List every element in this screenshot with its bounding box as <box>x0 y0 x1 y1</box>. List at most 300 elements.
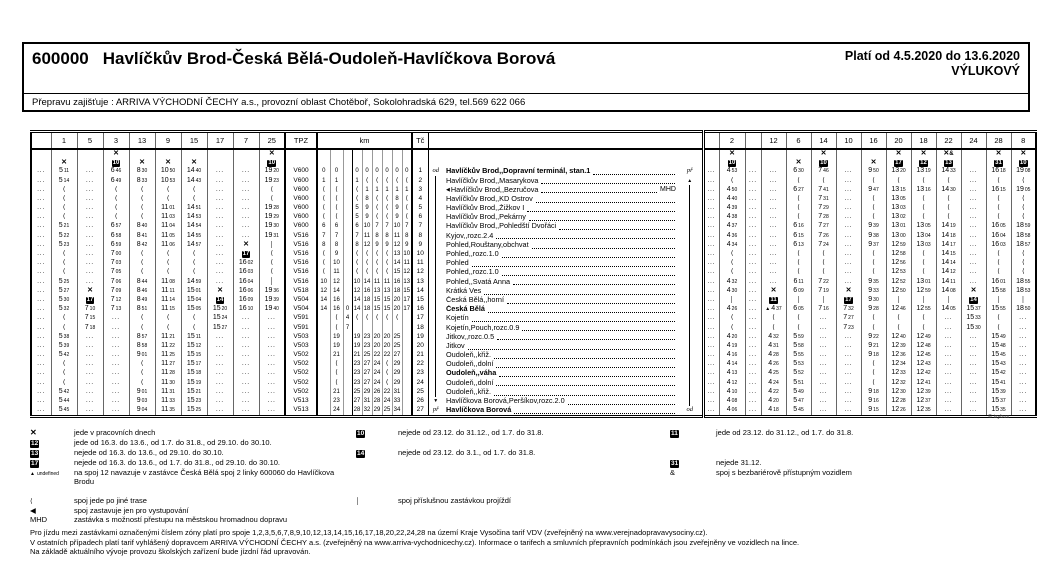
time-cell: 1111 <box>155 286 181 295</box>
tpz-cell: V502 <box>285 369 317 378</box>
direction-marker-cell <box>678 204 703 213</box>
station-name: Kojetín <box>443 314 678 323</box>
km-cell: 9 <box>382 241 392 250</box>
time-cell: ⟨ <box>786 195 811 204</box>
time-cell: ... <box>37 287 46 294</box>
time-cell: ... <box>745 185 761 194</box>
time-cell: ... <box>207 268 233 277</box>
time-cell: ... <box>836 204 861 213</box>
time-cell: 511 <box>51 167 77 176</box>
dotted-leader <box>514 407 675 414</box>
time-cell: 922 <box>861 332 886 341</box>
time-cell: ⟨ <box>886 176 911 185</box>
time-cell: ... <box>936 406 961 417</box>
km-cell: 14 <box>330 286 343 295</box>
time-cell: ... <box>745 406 761 417</box>
time-cell: 1609 <box>233 296 259 305</box>
time-cell: 1604 <box>986 231 1011 240</box>
km-cell: 22 <box>373 352 381 359</box>
time-cell: 716 <box>811 305 836 314</box>
time-cell: ... <box>233 167 259 176</box>
time-cell: ... <box>103 360 129 369</box>
copyright: © isybus <box>988 414 1010 420</box>
time-cell: 1237 <box>911 397 936 406</box>
time-cell: 715 <box>77 314 103 323</box>
time-cell: ... <box>745 167 761 176</box>
time-cell: ⟨ <box>861 195 886 204</box>
note-symbol-cell: ✕ <box>911 149 936 159</box>
km-cell: 7 <box>330 231 343 240</box>
time-cell: ⟨ <box>259 268 285 277</box>
km-cell: ⟨ <box>352 185 362 194</box>
time-cell: 558 <box>786 342 811 351</box>
time-cell: ⟨ <box>911 314 936 323</box>
tc-cell: 24 <box>412 378 428 387</box>
station-row <box>31 351 1036 360</box>
time-cell: ... <box>703 342 719 351</box>
tpz-cell: V504 <box>285 296 317 305</box>
time-cell: ... <box>207 195 233 204</box>
km-cell <box>372 149 382 159</box>
time-cell: 1603 <box>986 241 1011 250</box>
time-cell: ... <box>761 167 786 176</box>
km-cell: 13 <box>393 251 401 258</box>
station-name: Havlíčkova Borová <box>443 406 678 415</box>
time-cell: ... <box>745 314 761 323</box>
note-symbol-cell <box>703 149 719 159</box>
km-cell: ⟨ <box>402 176 412 185</box>
route-number: 600000 <box>32 49 89 68</box>
time-cell: ... <box>77 369 103 378</box>
time-cell: ⟨ <box>811 176 836 185</box>
station-name: Kyjov,,rozc.2.4 <box>443 231 678 240</box>
time-cell: │ <box>936 296 961 305</box>
time-cell: ... <box>233 369 259 378</box>
time-cell: ... <box>207 360 233 369</box>
time-cell: ⟨ <box>936 204 961 213</box>
km-cell <box>402 406 412 417</box>
time-cell: ... <box>961 241 986 250</box>
time-cell: ⟨ <box>155 185 181 194</box>
time-cell: ... <box>207 342 233 351</box>
station-cell <box>443 397 678 406</box>
time-cell: ... <box>1011 332 1036 341</box>
time-cell: ⟨ <box>719 268 745 277</box>
time-cell: ... <box>745 213 761 222</box>
note-symbol-cell: 17 <box>886 159 911 168</box>
direction-marker-cell <box>678 360 703 369</box>
km-cell: ⟨ <box>372 176 382 185</box>
time-cell: 17 <box>233 250 259 259</box>
station-row <box>31 176 1036 185</box>
station-cell <box>443 213 678 222</box>
km-cell: 4 <box>343 314 352 323</box>
tc-cell: 4 <box>412 195 428 204</box>
legend-symbol: 14 <box>357 450 365 457</box>
time-cell: ... <box>703 231 719 240</box>
direction-marker-cell: př <box>686 167 693 175</box>
time-cell: 1541 <box>986 378 1011 387</box>
km-cell <box>343 195 352 204</box>
time-cell: ⟨ <box>181 195 207 204</box>
time-cell: 709 <box>103 286 129 295</box>
tc-cell: 7 <box>412 222 428 231</box>
time-cell: 1524 <box>207 314 233 323</box>
column-number: 12 <box>761 132 786 150</box>
time-cell: ✕ <box>207 286 233 295</box>
time-cell: ... <box>745 296 761 305</box>
time-cell: ... <box>961 369 986 378</box>
time-cell: ⟨ <box>786 259 811 268</box>
dotted-leader <box>499 370 675 377</box>
station-row <box>31 195 1036 204</box>
km-cell <box>402 149 412 159</box>
dotted-leader <box>559 223 675 230</box>
km-cell <box>330 149 343 159</box>
time-cell: ⟨ <box>861 314 886 323</box>
tc-cell: 1 <box>412 167 428 176</box>
station-row <box>31 259 1036 268</box>
time-cell: 1133 <box>155 397 181 406</box>
note-symbol-cell: 12 <box>911 159 936 168</box>
time-cell: ... <box>37 223 46 230</box>
time-cell: ... <box>207 351 233 360</box>
time-cell: 726 <box>811 231 836 240</box>
time-cell: │ <box>986 296 1011 305</box>
time-cell: 703 <box>103 259 129 268</box>
time-cell: ... <box>103 369 129 378</box>
time-cell: ... <box>761 268 786 277</box>
column-number: 6 <box>786 132 811 150</box>
time-cell: ... <box>77 241 103 250</box>
time-cell: ... <box>703 351 719 360</box>
time-cell: 700 <box>103 250 129 259</box>
km-cell: 16 <box>393 278 401 285</box>
km-cell: ⟨ <box>352 268 362 277</box>
time-cell: 412 <box>719 378 745 387</box>
time-cell: 1853 <box>1011 286 1036 295</box>
km-cell: 23 <box>353 361 361 368</box>
time-cell: ... <box>1011 406 1036 417</box>
time-cell: 705 <box>103 268 129 277</box>
station-cell <box>443 332 678 341</box>
km-cell: 19 <box>353 342 361 349</box>
note-symbol-cell <box>77 159 103 168</box>
time-cell: 1850 <box>1011 305 1036 314</box>
time-cell: ... <box>77 268 103 277</box>
station-cell <box>443 323 678 332</box>
time-cell: ⟨ <box>129 314 155 323</box>
legend-row <box>30 438 1032 448</box>
station-cell <box>443 388 678 397</box>
km-cell: ⟨ <box>317 213 330 222</box>
km-cell <box>343 185 352 194</box>
legend-row <box>30 506 1032 515</box>
time-cell: ... <box>836 259 861 268</box>
time-cell: 413 <box>719 369 745 378</box>
marker-header <box>678 132 703 150</box>
km-cell: ⟨ <box>372 250 382 259</box>
time-cell: ... <box>745 222 761 231</box>
km-cell: 19 <box>353 333 361 340</box>
time-cell: ... <box>761 241 786 250</box>
time-cell: ... <box>961 378 986 387</box>
time-cell: ⟨ <box>51 213 77 222</box>
km-cell <box>343 360 352 369</box>
time-cell: 1457 <box>181 241 207 250</box>
note-symbol-cell: 31 <box>986 159 1011 168</box>
km-cell <box>343 378 352 387</box>
note-symbol-cell <box>155 149 181 159</box>
note-symbol-cell: ✕ <box>51 159 77 168</box>
time-cell: 1615 <box>986 185 1011 194</box>
time-cell: ⟨ <box>911 323 936 332</box>
time-cell: ⟨ <box>103 195 129 204</box>
km-cell: 17 <box>403 296 411 303</box>
marker-cell <box>678 159 703 168</box>
time-cell: 1929 <box>259 213 285 222</box>
km-cell <box>372 323 382 332</box>
time-cell: ... <box>103 388 129 397</box>
time-cell: ... <box>811 332 836 341</box>
time-cell: ... <box>811 406 836 417</box>
time-cell: ⟨ <box>986 176 1011 185</box>
legend-text: spoj s bezbariérově přístupným vozidlem <box>716 468 852 477</box>
time-cell: ... <box>233 213 259 222</box>
time-cell: 1548 <box>986 342 1011 351</box>
time-cell: ⟨ <box>51 185 77 194</box>
tpz-cell: V503 <box>285 342 317 351</box>
direction-marker-cell <box>428 296 443 305</box>
time-cell: 1259 <box>886 241 911 250</box>
time-cell: ... <box>836 332 861 341</box>
time-cell: ... <box>1011 388 1036 397</box>
km-cell: ⟨ <box>382 369 392 378</box>
tpz-cell: V516 <box>285 231 317 240</box>
dotted-leader <box>494 352 675 359</box>
time-cell: 1931 <box>259 231 285 240</box>
time-cell: 1517 <box>181 360 207 369</box>
km-cell: 8 <box>382 231 392 240</box>
time-cell: 904 <box>129 406 155 417</box>
time-cell: ... <box>103 332 129 341</box>
time-cell: 1228 <box>886 397 911 406</box>
time-cell: ... <box>207 204 233 213</box>
time-cell: ⟨ <box>986 213 1011 222</box>
time-cell: ... <box>745 268 761 277</box>
station-name: Havlíčkův Brod,,Masarykova <box>443 176 678 185</box>
note-symbol-cell <box>181 149 207 159</box>
time-cell: 419 <box>719 342 745 351</box>
time-cell: 1104 <box>155 222 181 231</box>
time-cell: 514 <box>51 176 77 185</box>
time-cell: 559 <box>786 332 811 341</box>
km-cell: 25 <box>353 388 361 395</box>
note-symbol-cell <box>703 159 719 168</box>
km-cell: ⟨ <box>330 185 343 194</box>
time-cell: ✕ <box>836 286 861 295</box>
time-cell: ... <box>761 250 786 259</box>
time-cell: ... <box>233 314 259 323</box>
station-cell <box>443 241 678 250</box>
tc-cell: 3 <box>412 185 428 194</box>
dotted-leader <box>497 333 675 340</box>
station-name: Oudoleň,,dolní <box>443 378 678 387</box>
time-cell: 522 <box>51 231 77 240</box>
time-cell: ... <box>1011 360 1036 369</box>
km-cell: 0 <box>392 167 402 176</box>
time-cell: 1234 <box>886 360 911 369</box>
note-symbol-cell: ✕ <box>103 149 129 159</box>
km-cell: 9 <box>330 250 343 259</box>
time-cell: ... <box>37 214 46 221</box>
km-cell: 17 <box>403 306 411 313</box>
direction-marker-cell <box>428 323 443 332</box>
time-cell: ... <box>745 388 761 397</box>
time-cell: ... <box>77 351 103 360</box>
time-cell: 1537 <box>986 397 1011 406</box>
time-cell: 420 <box>719 332 745 341</box>
km-cell: ⟨ <box>362 314 372 323</box>
header-box <box>22 42 1030 112</box>
km-cell: ⟨ <box>372 213 382 222</box>
time-cell: 935 <box>861 277 886 286</box>
validity-block <box>845 49 1020 79</box>
dotted-leader <box>496 379 675 386</box>
time-cell: 938 <box>861 231 886 240</box>
time-cell: ... <box>77 167 103 176</box>
tc-cell: 16 <box>412 305 428 314</box>
km-cell: ⟨ <box>372 259 382 268</box>
time-cell: ... <box>936 369 961 378</box>
tpz-cell: V502 <box>285 388 317 397</box>
km-cell <box>317 397 330 406</box>
time-cell: 1405 <box>936 305 961 314</box>
time-cell: 1304 <box>911 231 936 240</box>
station-cell <box>443 286 678 295</box>
km-cell: 18 <box>363 306 371 313</box>
time-cell: ... <box>961 342 986 351</box>
legend-text: na spoj 12 navazuje v zastávce Česká Bělá spoj 2 linky 600060 do Havlíčkova Brodu <box>74 468 335 487</box>
km-cell <box>343 241 352 250</box>
direction-marker-cell <box>428 369 443 378</box>
time-cell: 857 <box>129 332 155 341</box>
note-symbol-cell <box>961 159 986 168</box>
legend-row <box>30 458 1032 468</box>
time-cell: │ <box>1011 296 1036 305</box>
km-cell: 7 <box>402 222 412 231</box>
time-cell: ✕ <box>761 286 786 295</box>
km-cell <box>343 204 352 213</box>
time-cell: ... <box>703 222 719 231</box>
km-cell <box>402 159 412 168</box>
tpz-cell: V600 <box>285 195 317 204</box>
marker-cell <box>428 159 443 168</box>
time-cell: ... <box>77 185 103 194</box>
km-cell: 12 <box>393 241 401 248</box>
direction-marker-cell <box>428 231 443 240</box>
km-cell <box>402 314 412 323</box>
time-cell: ... <box>745 332 761 341</box>
time-cell: 1936 <box>259 286 285 295</box>
time-cell: 724 <box>811 241 836 250</box>
time-cell: 523 <box>51 241 77 250</box>
station-row <box>31 406 1036 417</box>
time-cell: ⟨ <box>986 268 1011 277</box>
time-cell: 1443 <box>181 176 207 185</box>
time-cell: 1859 <box>1011 222 1036 231</box>
time-cell: 1258 <box>886 250 911 259</box>
km-cell: 15 <box>393 269 401 276</box>
km-cell: ⟨ <box>382 176 392 185</box>
station-row <box>31 250 1036 259</box>
time-cell: 552 <box>786 369 811 378</box>
time-cell: ... <box>836 195 861 204</box>
station-cell <box>443 268 678 277</box>
time-cell: ... <box>233 222 259 231</box>
note-symbol-cell: 10 <box>103 159 129 168</box>
time-cell: ... <box>703 360 719 369</box>
km-cell: ⟨ <box>330 360 343 369</box>
time-cell: 718 <box>77 323 103 332</box>
station-name: Pohled <box>443 259 678 268</box>
tpz-cell: V504 <box>285 305 317 314</box>
legend-symbol: │ <box>356 497 361 505</box>
time-cell: 928 <box>861 305 886 314</box>
time-cell: ⟨ <box>51 195 77 204</box>
time-cell: ... <box>836 360 861 369</box>
station-cell <box>443 360 678 369</box>
time-cell: 521 <box>51 222 77 231</box>
time-cell: 1408 <box>936 286 961 295</box>
time-cell: ... <box>37 168 46 175</box>
time-cell: ⟨ <box>861 369 886 378</box>
station-cell <box>443 185 678 194</box>
station-name: Oudoleň,,křiž. <box>443 388 678 397</box>
station-name: Česká Bělá,,horní <box>443 296 678 305</box>
time-cell: ⟨ <box>719 176 745 185</box>
time-cell: ... <box>836 176 861 185</box>
km-cell: ⟨ <box>362 268 372 277</box>
dotted-leader <box>468 343 675 350</box>
legend-text: jede od 23.12. do 31.12., od 1.7. do 31.8. <box>716 428 854 437</box>
direction-marker-cell <box>678 250 703 259</box>
time-cell: 1539 <box>986 388 1011 397</box>
direction-marker-cell <box>428 259 443 268</box>
km-cell: ⟨ <box>362 176 372 185</box>
time-cell: ... <box>961 222 986 231</box>
km-cell <box>317 388 330 397</box>
note-symbol-cell: 13 <box>936 159 961 168</box>
km-cell: 14 <box>393 260 401 267</box>
time-cell: ... <box>233 332 259 341</box>
time-cell: 1053 <box>155 176 181 185</box>
station-name: Havlíčkův Brod,,Pekárny <box>443 213 678 222</box>
km-cell: 1 <box>317 176 330 185</box>
time-cell: 1249 <box>911 332 936 341</box>
station-cell <box>443 305 678 314</box>
time-cell: ... <box>811 351 836 360</box>
time-cell: ⟨ <box>155 323 181 332</box>
time-cell: ⟨ <box>911 250 936 259</box>
time-cell: ... <box>961 268 986 277</box>
time-cell: ... <box>233 231 259 240</box>
time-cell: ⟨ <box>1011 204 1036 213</box>
time-cell: ... <box>836 378 861 387</box>
km-cell: ⟨ <box>330 204 343 213</box>
time-cell: ... <box>37 352 46 359</box>
time-cell: 833 <box>129 176 155 185</box>
